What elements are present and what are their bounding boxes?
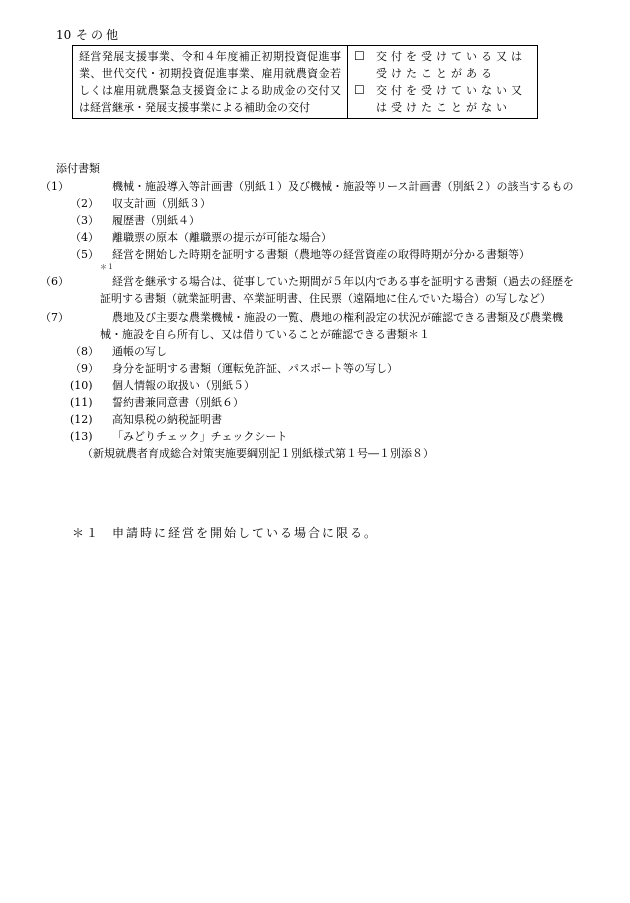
list-item <box>70 445 580 462</box>
section-number: 10 <box>56 28 72 42</box>
item-marker: （4） <box>70 231 99 244</box>
item-marker: （2） <box>70 197 99 210</box>
list-item <box>70 343 580 360</box>
item-marker: （3） <box>70 214 99 227</box>
other-table <box>72 45 538 119</box>
item-text: 通帳の写し <box>112 345 167 358</box>
list-item <box>70 246 580 271</box>
attachments-list <box>40 178 580 462</box>
checkbox-icon[interactable]: ☐ <box>354 83 365 97</box>
attachments-footer: （新規就農者育成総合対策実施要綱別記１別紙様式第１号―１別添８） <box>82 447 434 460</box>
item-text: 誓約書兼同意書（別紙６） <box>112 396 244 409</box>
item-marker: （5） <box>70 248 99 261</box>
section-title: その他 <box>76 28 122 42</box>
option-label: 交付を受けていない又は受けたことがない <box>376 84 526 114</box>
item-text: 経営を継承する場合は、従事していた期間が５年以内である事を証明する書類（過去の経歴を証明する書類（就業証明書、卒業証明書、住民票（遠隔地に住んでいた場合）の写しなど） <box>100 275 574 305</box>
item-text: 履歴書（別紙４） <box>112 214 200 227</box>
list-item <box>70 377 580 394</box>
item-marker: (12) <box>70 413 93 426</box>
attachments-heading: 添付書類 <box>56 162 100 175</box>
list-item <box>40 178 580 195</box>
option-label: 交付を受けている又は受けたことがある <box>376 50 526 80</box>
item-marker: （8） <box>70 345 99 358</box>
item-text: 農地及び主要な農業機械・施設の一覧、農地の権利設定の状況が確認できる書類及び農業機械・施設を自ら所有し、又は借りていることが確認できる書類＊１ <box>100 311 563 341</box>
item-marker: （7） <box>40 311 69 324</box>
list-item <box>40 273 580 307</box>
subsidy-options <box>348 46 538 119</box>
item-text: 経営を開始した時期を証明する書類（農地等の経営資産の取得時期が分かる書類等） <box>112 248 530 261</box>
item-text: 離職票の原本（離職票の提示が可能な場合） <box>112 231 332 244</box>
item-text: 高知県税の納税証明書 <box>112 413 222 426</box>
list-item <box>70 212 580 229</box>
footnote-text: 申請時に経営を開始している場合に限る。 <box>112 526 379 540</box>
item-marker: (10) <box>70 379 93 392</box>
footnote-marker: ＊１ <box>72 526 101 540</box>
list-item <box>70 428 580 445</box>
item-marker: (13) <box>70 430 93 443</box>
item-text: 機械・施設導入等計画書（別紙１）及び機械・施設等リース計画書（別紙２）の該当するもの <box>112 180 574 193</box>
item-footnote-ref: ＊１ <box>100 263 114 271</box>
item-text: 収支計画（別紙３） <box>112 197 211 210</box>
section-10-heading <box>56 27 121 44</box>
list-item <box>70 394 580 411</box>
item-text: 「みどりチェック」チェックシート <box>112 430 288 443</box>
list-item <box>70 229 580 246</box>
item-text: 個人情報の取扱い（別紙５） <box>112 379 255 392</box>
item-text: 身分を証明する書類（運転免許証、パスポート等の写し） <box>112 362 398 375</box>
item-marker: （6） <box>40 275 69 288</box>
list-item <box>70 195 580 212</box>
item-marker: （9） <box>70 362 99 375</box>
item-marker: （1） <box>40 180 69 193</box>
footnote <box>72 525 378 542</box>
list-item <box>40 309 580 343</box>
option-received[interactable] <box>354 48 531 82</box>
list-item <box>70 360 580 377</box>
list-item <box>70 411 580 428</box>
subsidy-description: 経営発展支援事業、令和４年度補正初期投資促進事業、世代交代・初期投資促進事業、雇用就農資金若しくは雇用就農緊急支援資金による助成金の交付又は経営継承・発展支援事業による補助金の交付 <box>73 46 348 119</box>
item-marker: (11) <box>70 396 93 409</box>
option-not-received[interactable] <box>354 82 531 116</box>
checkbox-icon[interactable]: ☐ <box>354 49 365 63</box>
